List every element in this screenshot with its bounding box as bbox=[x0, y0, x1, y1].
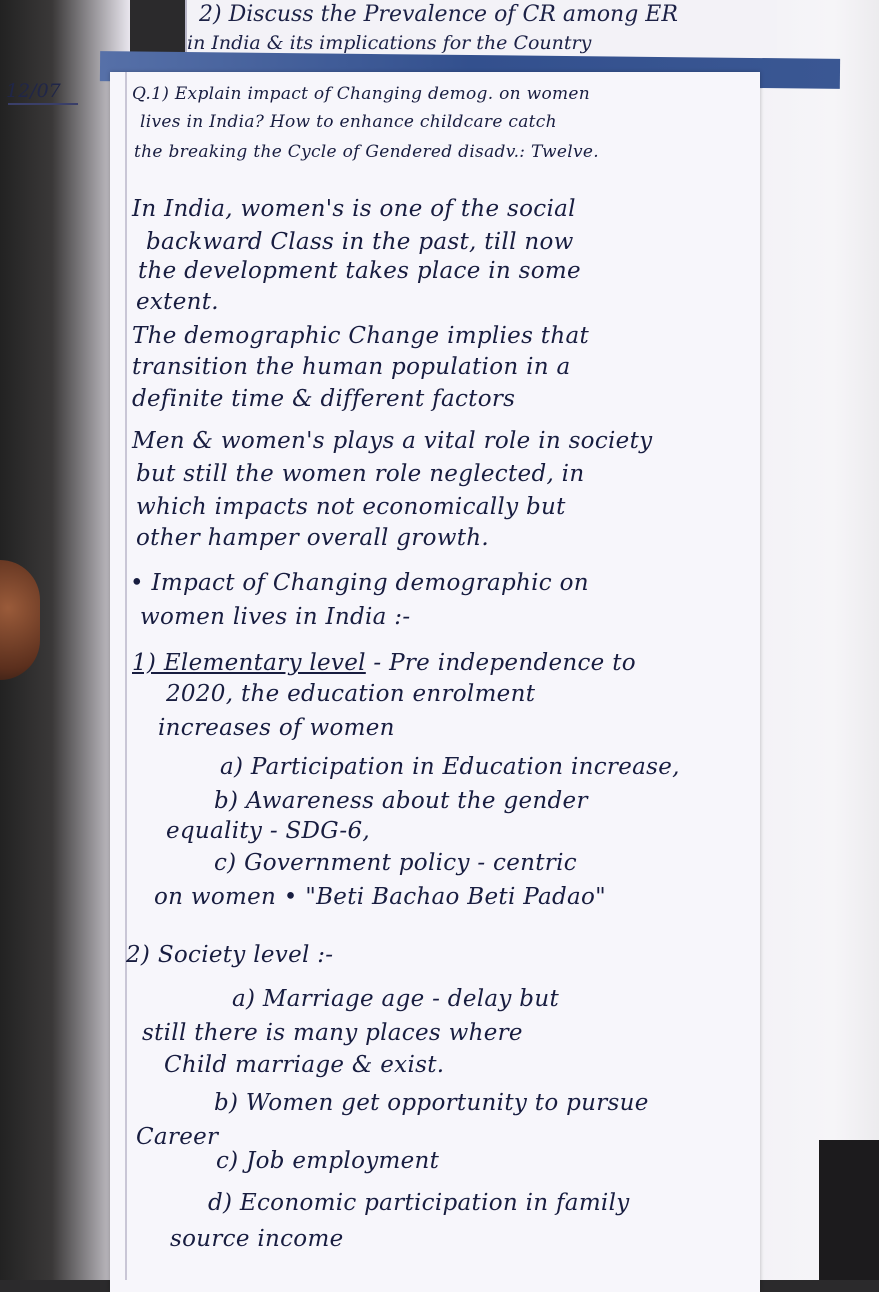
para2-line-1: The demographic Change implies that bbox=[132, 323, 590, 349]
point1-title-rest: - Pre independence to bbox=[373, 650, 636, 676]
intro-line-4: extent. bbox=[136, 289, 219, 315]
point2-item-d-cont: source income bbox=[170, 1226, 344, 1252]
point1-line-3: increases of women bbox=[158, 715, 395, 741]
impact-heading-line-2: women lives in India :- bbox=[140, 604, 411, 630]
point1-item-a: a) Participation in Education increase, bbox=[220, 754, 680, 780]
point2-item-d: d) Economic participation in family bbox=[208, 1190, 630, 1216]
point1-item-b-cont: equality - SDG-6, bbox=[166, 818, 371, 844]
point1-title-row bbox=[132, 650, 636, 676]
para3-line-2: but still the women role neglected, in bbox=[136, 461, 585, 487]
question-line-1: Q.1) Explain impact of Changing demog. on women bbox=[132, 84, 591, 104]
intro-line-1: In India, women's is one of the social bbox=[132, 196, 576, 222]
para3-line-3: which impacts not economically but bbox=[136, 494, 566, 520]
point2-title: 2) Society level :- bbox=[126, 942, 334, 968]
para2-line-3: definite time & different factors bbox=[132, 386, 516, 412]
para3-line-4: other hamper overall growth. bbox=[136, 525, 489, 551]
date-underline bbox=[8, 103, 78, 105]
point1-line-2: 2020, the education enrolment bbox=[166, 681, 536, 707]
top-note-line-1: 2) Discuss the Prevalence of CR among ER bbox=[199, 2, 678, 27]
point2-item-a-cont-2: Child marriage & exist. bbox=[164, 1052, 445, 1078]
background-dark-corner bbox=[819, 1140, 879, 1280]
point2-item-b: b) Women get opportunity to pursue bbox=[214, 1090, 649, 1116]
impact-heading-line-1: • Impact of Changing demographic on bbox=[130, 570, 589, 596]
intro-line-3: the development takes place in some bbox=[138, 258, 581, 284]
top-note-line-2: in India & its implications for the Country bbox=[187, 32, 592, 54]
page-date: 12/07 bbox=[6, 80, 61, 102]
point1-title: 1) Elementary level bbox=[132, 650, 366, 676]
point1-item-c: c) Government policy - centric bbox=[214, 850, 577, 876]
page-margin-line bbox=[125, 72, 127, 1280]
point2-item-a: a) Marriage age - delay but bbox=[232, 986, 559, 1012]
para3-line-1: Men & women's plays a vital role in society bbox=[132, 428, 653, 454]
point2-item-b-cont: Career bbox=[136, 1124, 219, 1150]
point2-item-c: c) Job employment bbox=[216, 1148, 440, 1174]
para2-line-2: transition the human population in a bbox=[132, 354, 571, 380]
point2-item-a-cont-1: still there is many places where bbox=[142, 1020, 523, 1046]
question-line-3: the breaking the Cycle of Gendered disadv.: Twelve. bbox=[134, 142, 599, 162]
point1-item-b: b) Awareness about the gender bbox=[214, 788, 588, 814]
point1-item-c-cont: on women • "Beti Bachao Beti Padao" bbox=[154, 884, 607, 910]
question-line-2: lives in India? How to enhance childcare catch bbox=[140, 112, 557, 132]
intro-line-2: backward Class in the past, till now bbox=[146, 229, 574, 255]
